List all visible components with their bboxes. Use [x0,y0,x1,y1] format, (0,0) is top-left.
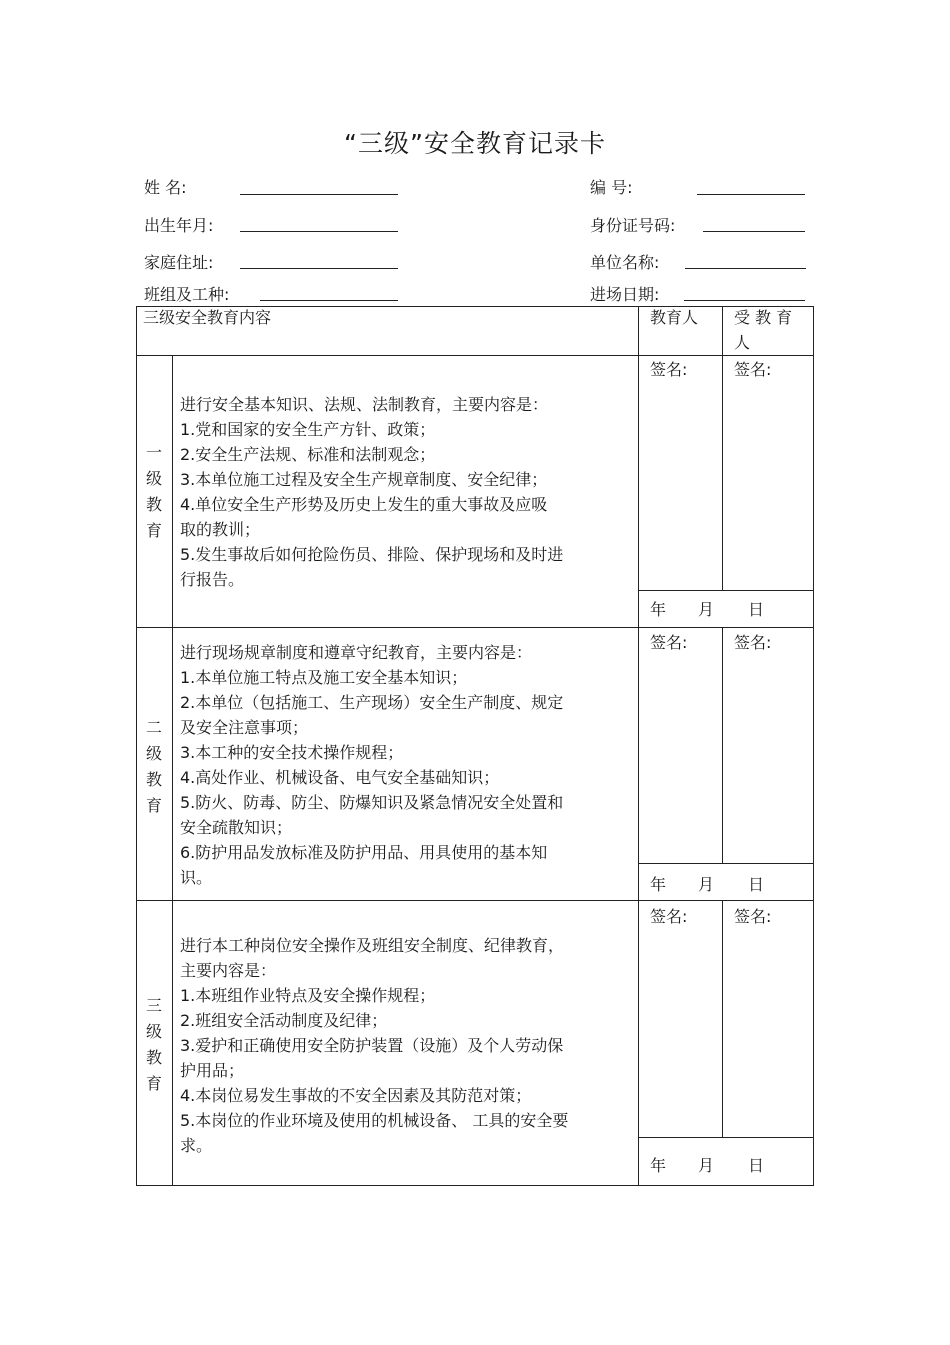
level-3-content: 进行本工种岗位安全操作及班组安全制度、纪律教育， 主要内容是： 1.本班组作业特点及安全操作规程； 2.班组安全活动制度及纪律； 3.爱护和正确使用安全防护装置（设施）及个人劳动保 护用品； 4.本岗位易发生事故的不安全因素及其防范对策； 5.本岗位的作业环境及使用的机械设备、 工具的安全要 求。 [180,936,569,1155]
name-field[interactable] [240,194,398,195]
address-label: 家庭住址: [144,253,214,272]
date-divider-3 [638,1137,814,1138]
number-label: 编 号: [590,178,633,197]
trainee-signature-2[interactable]: 签名: [734,633,772,652]
date-month-3: 月 [698,1156,715,1175]
date-year-3: 年 [650,1156,667,1175]
level-content-divider [172,355,173,1186]
row-divider-1 [136,627,814,628]
date-month-1: 月 [698,600,715,619]
id-label: 身份证号码: [590,216,676,235]
trainee-signature-3[interactable]: 签名: [734,907,772,926]
level-1-content: 进行安全基本知识、法规、法制教育，主要内容是： 1.党和国家的安全生产方针、政策； 2.安全生产法规、标准和法制观念； 3.本单位施工过程及安全生产规章制度、安全纪律； 4.单位安全生产形势及历史上发生的重大事故及应吸 取的教训； 5.发生事故后如何抢险伤员、排险、保护现场和及时进 行报告。 [180,395,564,589]
header-content: 三级安全教育内容 [143,308,272,327]
date-day-2: 日 [748,875,765,894]
date-year-2: 年 [650,875,667,894]
team-label: 班组及工种: [144,285,230,304]
date-year-1: 年 [650,600,667,619]
table-bottom-border [136,1185,814,1186]
company-field[interactable] [685,268,806,269]
date-month-2: 月 [698,875,715,894]
birth-label: 出生年月: [144,216,214,235]
educator-signature-2[interactable]: 签名: [650,633,688,652]
entry-date-label: 进场日期: [590,285,660,304]
educator-signature-1[interactable]: 签名: [650,360,688,379]
number-field[interactable] [697,194,805,195]
address-field[interactable] [240,268,398,269]
name-label: 姓 名: [144,178,187,197]
sign-divider-3 [722,900,723,1137]
content-signature-divider [638,306,639,1186]
id-field[interactable] [703,231,805,232]
sign-divider-1 [722,306,723,591]
company-label: 单位名称: [590,253,660,272]
educator-signature-3[interactable]: 签名: [650,907,688,926]
header-trainee-line2: 人 [734,333,751,352]
trainee-signature-1[interactable]: 签名: [734,360,772,379]
birth-field[interactable] [240,231,398,232]
team-field[interactable] [260,300,398,301]
table-right-border [813,306,814,1186]
date-divider-2 [638,863,814,864]
level-2-content: 进行现场规章制度和遵章守纪教育，主要内容是： 1.本单位施工特点及施工安全基本知识； 2.本单位（包括施工、生产现场）安全生产制度、规定 及安全注意事项； 3.本工种的安全技术操作规程； 4.高处作业、机械设备、电气安全基础知识； 5.防火、防毒、防尘、防爆知识及紧急情况安全处置和 安全疏散知识； 6.防护用品发放标准及防护用品、用具使用的基本知 识。 [180,643,564,887]
header-trainee-line1: 受 教 育 [734,308,793,327]
entry-date-field[interactable] [684,300,805,301]
header-divider [136,355,814,356]
date-divider-1 [638,590,814,591]
level-name-3: 三 级 教 育 [145,996,162,1093]
date-day-3: 日 [748,1156,765,1175]
level-name-2: 二 级 教 育 [145,718,162,815]
sign-divider-2 [722,627,723,864]
level-name-1: 一 级 教 育 [145,443,162,540]
header-educator: 教育人 [650,308,699,327]
page-title: “三级”安全教育记录卡 [344,129,606,158]
row-divider-2 [136,900,814,901]
date-day-1: 日 [748,600,765,619]
